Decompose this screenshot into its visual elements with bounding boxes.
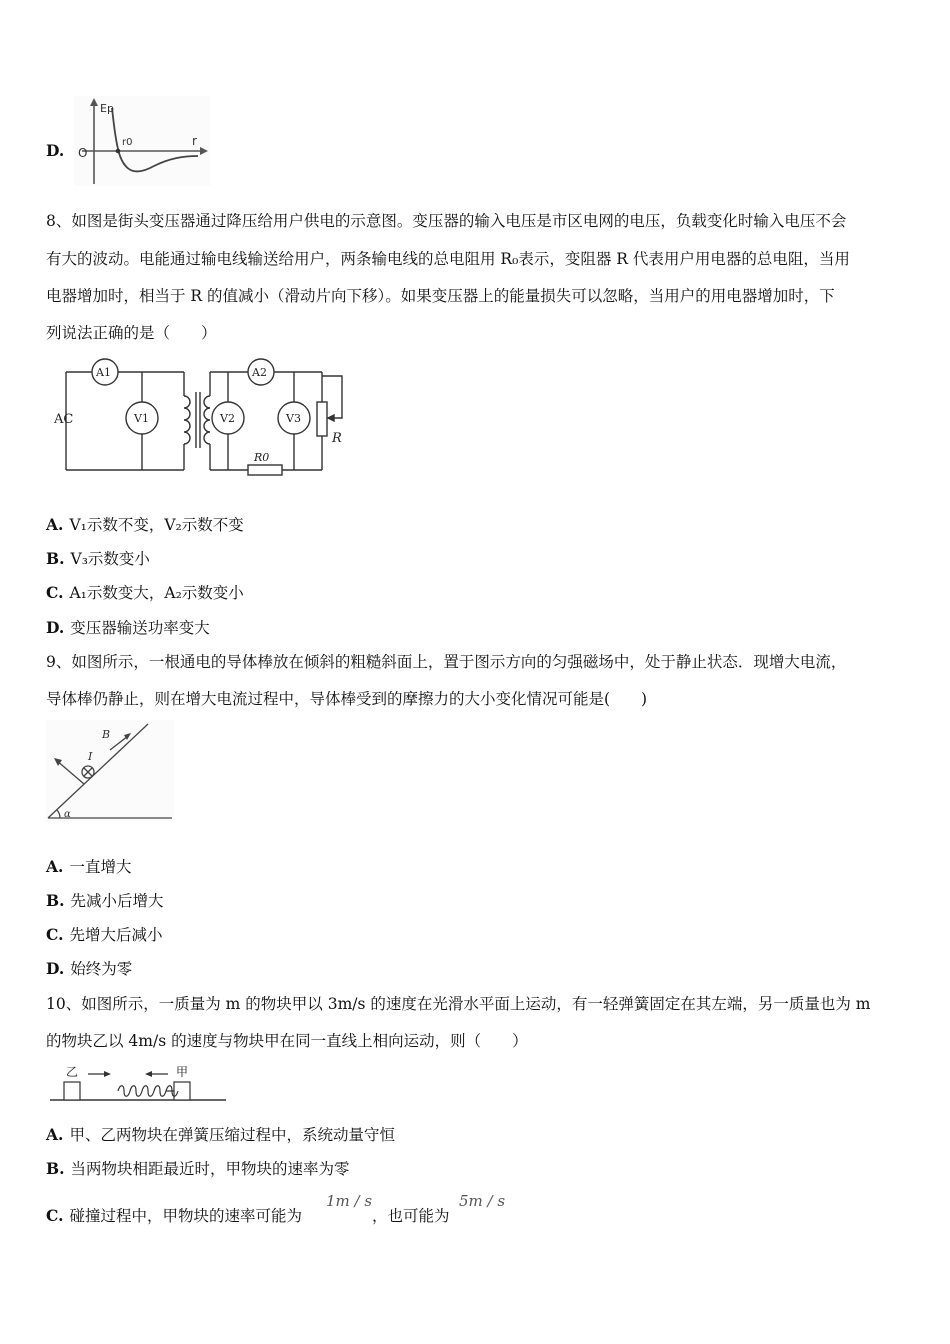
option-text: 始终为零	[70, 960, 133, 978]
q10-stem-line-2: 的物块乙以 4m/s 的速度与物块甲在同一直线上相向运动，则（ ）	[46, 1032, 528, 1050]
option-letter: C.	[46, 925, 64, 944]
option-text-b: ，也可能为	[372, 1207, 450, 1225]
q9-option-c	[46, 925, 162, 945]
r0-label: R0	[254, 451, 270, 464]
v2-label: V2	[220, 412, 235, 425]
option-letter: A.	[46, 515, 64, 534]
q7-option-d	[46, 141, 70, 161]
option-letter: D.	[46, 959, 65, 978]
q8-option-d	[46, 618, 210, 638]
origin-label: O	[78, 146, 88, 160]
option-letter: A.	[46, 1125, 64, 1144]
transformer-circuit	[50, 356, 360, 484]
option-letter: C.	[46, 583, 64, 602]
option-letter: B.	[46, 1159, 65, 1178]
option-text: 当两物块相距最近时，甲物块的速率为零	[70, 1160, 350, 1178]
r-label: r	[192, 134, 197, 148]
q8-stem-line-1: 8、如图是街头变压器通过降压给用户供电的示意图。变压器的输入电压是市区电网的电压，负载变化时输入电压不会	[46, 212, 847, 230]
q10-option-c-continuation	[372, 1206, 450, 1226]
option-text: A₁示数变大，A₂示数变小	[69, 584, 244, 602]
speed-value-2: 5m / s	[459, 1192, 506, 1210]
q8-stem-line-2: 有大的波动。电能通过输电线输送给用户，两条输电线的总电阻用 R₀表示，变阻器 R 代表用户用电器的总电阻，当用	[46, 250, 850, 268]
ep-label: Ep	[100, 102, 114, 115]
option-letter: B.	[46, 549, 65, 568]
option-text: 甲、乙两物块在弹簧压缩过程中，系统动量守恒	[69, 1126, 395, 1144]
a2-label: A2	[252, 366, 267, 379]
alpha-label: α	[64, 809, 71, 820]
q8-stem-line-3: 电器增加时，相当于 R 的值减小（滑动片向下移）。如果变压器上的能量损失可以忽略，当用户的用电器增加时，下	[46, 287, 835, 305]
q10-option-c	[46, 1206, 302, 1226]
speed-value-1: 1m / s	[326, 1192, 373, 1210]
v3-label: V3	[286, 412, 301, 425]
q9-stem-line-1: 9、如图所示，一根通电的导体棒放在倾斜的粗糙斜面上，置于图示方向的匀强磁场中，处于静止状态．现增大电流，	[46, 653, 847, 671]
option-letter: B.	[46, 891, 65, 910]
block-yi-label: 乙	[66, 1065, 79, 1079]
a1-label: A1	[96, 366, 111, 379]
option-letter: A.	[46, 857, 64, 876]
q10-stem-line-1: 10、如图所示，一质量为 m 的物块甲以 3m/s 的速度在光滑水平面上运动，有一轻弹簧固定在其左端，另一质量也为 m	[46, 995, 871, 1013]
q10-option-b	[46, 1159, 350, 1179]
q8-option-b	[46, 549, 150, 569]
q9-option-d	[46, 959, 132, 979]
incline-figure	[46, 720, 174, 822]
q8-option-c	[46, 583, 244, 603]
option-text: 先增大后减小	[69, 926, 163, 944]
option-text: 一直增大	[69, 858, 132, 876]
q10-option-a	[46, 1125, 395, 1145]
spring-blocks-figure	[48, 1062, 228, 1106]
q8-stem-line-4: 列说法正确的是（ ）	[46, 324, 217, 342]
v1-label: V1	[134, 412, 149, 425]
option-text: 变压器输送功率变大	[70, 619, 210, 637]
option-text: 先减小后增大	[70, 892, 164, 910]
option-letter: C.	[46, 1206, 64, 1225]
option-text-a: 碰撞过程中，甲物块的速率可能为	[69, 1207, 302, 1225]
q9-option-b	[46, 891, 164, 911]
option-text: V₃示数变小	[70, 550, 150, 568]
ac-label: AC	[54, 412, 74, 427]
option-letter: D.	[46, 618, 65, 637]
option-text: V₁示数不变，V₂示数不变	[69, 516, 244, 534]
b-label: B	[102, 728, 111, 741]
i-label: I	[88, 750, 93, 763]
q9-stem-line-2: 导体棒仍静止，则在增大电流过程中，导体棒受到的摩擦力的大小变化情况可能是( )	[46, 690, 648, 708]
block-jia-label: 甲	[176, 1065, 189, 1079]
r0-label: r0	[122, 137, 133, 148]
q9-option-a	[46, 857, 131, 877]
option-letter: D.	[46, 141, 65, 160]
r-label: R	[332, 431, 342, 446]
ep-r-graph	[74, 96, 210, 186]
q8-option-a	[46, 515, 244, 535]
